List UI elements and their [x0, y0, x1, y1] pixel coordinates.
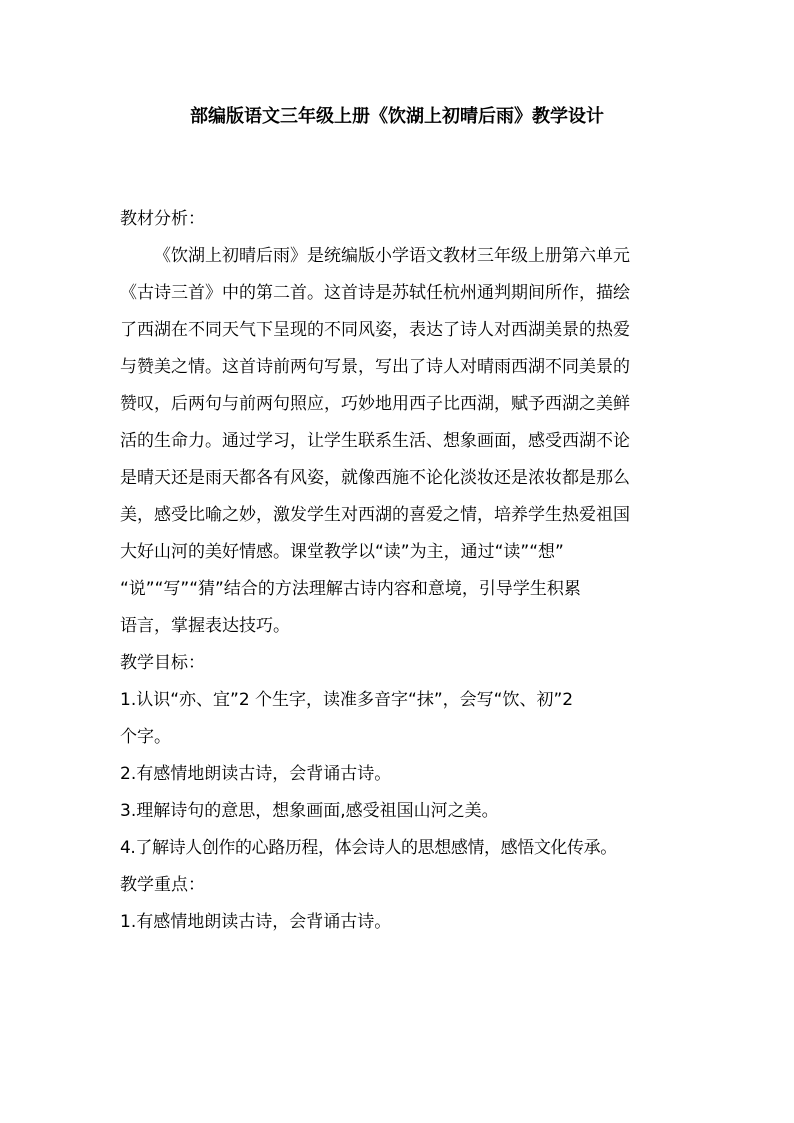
document-title: 部编版语文三年级上册《饮湖上初晴后雨》教学设计	[190, 106, 604, 127]
paragraph-line: 了西湖在不同天气下呈现的不同风姿，表达了诗人对西湖美景的热爱	[120, 320, 630, 340]
objective-item: 3.理解诗句的意思，想象画面,感受祖国山河之美。	[120, 801, 499, 821]
section-heading-analysis: 教材分析：	[120, 209, 205, 229]
paragraph-line: 大好山河的美好情感。课堂教学以“读”为主，通过“读”“想”	[120, 542, 564, 562]
objective-item: 4.了解诗人创作的心路历程，体会诗人的思想感情，感悟文化传承。	[120, 838, 617, 858]
objective-item-continued: 个字。	[120, 727, 171, 747]
paragraph-line: 《古诗三首》中的第二首。这首诗是苏轼任杭州通判期间所作，描绘	[120, 283, 630, 303]
paragraph-line: 美，感受比喻之妙，激发学生对西湖的喜爱之情，培养学生热爱祖国	[120, 505, 630, 525]
paragraph-line: 是晴天还是雨天都各有风姿，就像西施不论化淡妆还是浓妆都是那么	[120, 468, 630, 488]
section-heading-objectives: 教学目标：	[120, 653, 205, 673]
objective-item: 2.有感情地朗读古诗，会背诵古诗。	[120, 764, 392, 784]
objective-item: 1.认识“亦、宜”2 个生字，读准多音字“抹”，会写“饮、初”2	[120, 690, 574, 710]
document-body	[120, 201, 680, 941]
paragraph-line: 语言，掌握表达技巧。	[120, 616, 290, 636]
paragraph-line: 活的生命力。通过学习，让学生联系生活、想象画面，感受西湖不论	[120, 431, 630, 451]
paragraph-line: “说”“写”“猜”结合的方法理解古诗内容和意境，引导学生积累	[120, 579, 581, 599]
paragraph-line: 赞叹，后两句与前两句照应，巧妙地用西子比西湖，赋予西湖之美鲜	[120, 394, 630, 414]
section-heading-key-points: 教学重点：	[120, 875, 205, 895]
paragraph-line: 《饮湖上初晴后雨》是统编版小学语文教材三年级上册第六单元	[154, 246, 630, 266]
key-point-item: 1.有感情地朗读古诗，会背诵古诗。	[120, 912, 392, 932]
paragraph-line: 与赞美之情。这首诗前两句写景，写出了诗人对晴雨西湖不同美景的	[120, 357, 630, 377]
